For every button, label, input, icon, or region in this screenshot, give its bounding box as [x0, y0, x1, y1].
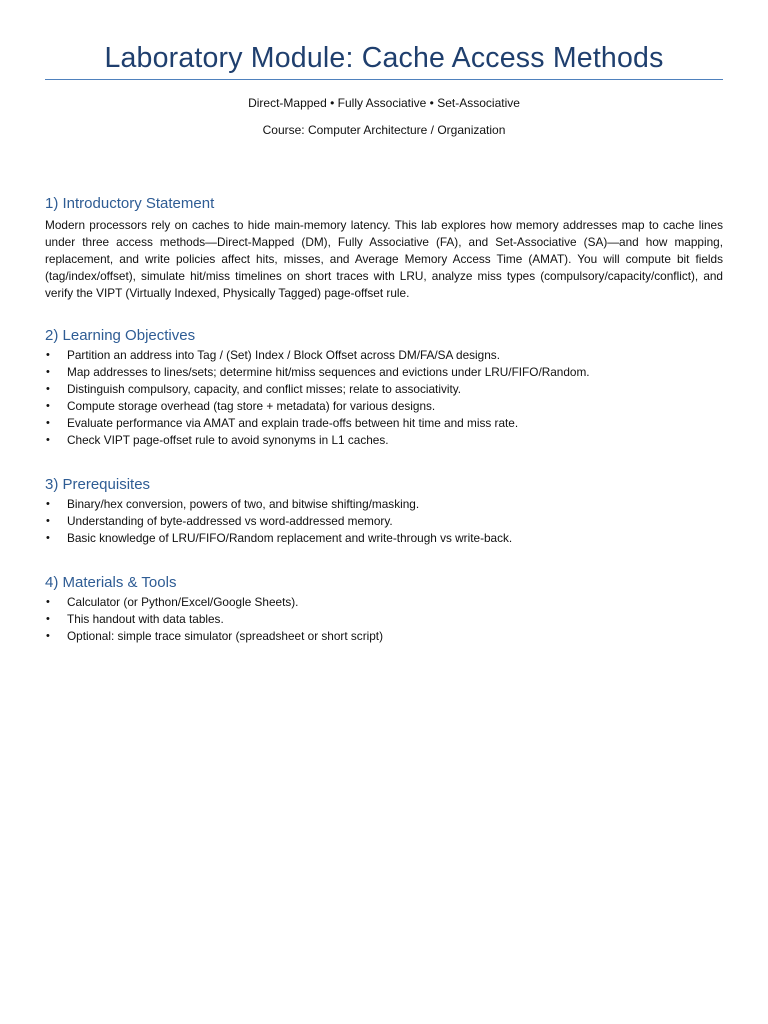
section-materials-tools — [45, 574, 723, 645]
section-heading-prerequisites: 3) Prerequisites — [45, 476, 151, 493]
list-item-text: Check VIPT page-offset rule to avoid synonyms in L1 caches. — [67, 433, 389, 447]
list-item-text: Calculator (or Python/Excel/Google Sheets). — [67, 595, 299, 609]
title-underline-divider — [45, 79, 723, 80]
list-item-text: This handout with data tables. — [67, 612, 224, 626]
document-page — [45, 0, 723, 643]
section-prerequisites — [45, 476, 723, 547]
list-item — [45, 594, 723, 611]
list-item — [45, 347, 723, 364]
list-item — [45, 513, 723, 530]
list-item-text: Map addresses to lines/sets; determine hit/miss sequences and evictions under LRU/FIFO/Random. — [67, 365, 590, 379]
section-heading-intro: 1) Introductory Statement — [45, 195, 215, 212]
objectives-list — [45, 347, 723, 449]
list-item — [45, 364, 723, 381]
bullet-icon: • — [46, 613, 50, 625]
bullet-icon: • — [46, 400, 50, 412]
bullet-icon: • — [46, 349, 50, 361]
section-heading-objectives: 2) Learning Objectives — [45, 327, 196, 344]
bullet-icon: • — [46, 596, 50, 608]
list-item — [45, 628, 723, 645]
list-item-text: Distinguish compulsory, capacity, and conflict misses; relate to associativity. — [67, 382, 462, 396]
list-item-text: Binary/hex conversion, powers of two, and bitwise shifting/masking. — [67, 497, 420, 511]
list-item — [45, 398, 723, 415]
list-item-text: Partition an address into Tag / (Set) Index / Block Offset across DM/FA/SA designs. — [67, 348, 500, 362]
list-item-text: Basic knowledge of LRU/FIFO/Random replacement and write-through vs write-back. — [67, 531, 513, 545]
bullet-icon: • — [46, 515, 50, 527]
section-learning-objectives — [45, 327, 723, 449]
list-item — [45, 432, 723, 449]
materials-list — [45, 594, 723, 645]
list-item — [45, 496, 723, 513]
intro-paragraph: Modern processors rely on caches to hide main-memory latency. This lab explores how memory addresses map to cache lines under three access methods—Direct-Mapped (DM), Fully Associative (FA), and Set-Associative (SA)—and how mapping, replacement, and write policies affect hits, misses, and Average Memory Access Time (AMAT). You will compute bit fields (tag/index/offset), simulate hit/miss timelines on short traces with LRU, analyze miss types (compulsory/capacity/conflict), and verify the VIPT (Virtually Indexed, Physically Tagged) page-offset rule. — [45, 218, 723, 300]
bullet-icon: • — [46, 498, 50, 510]
list-item — [45, 530, 723, 547]
bullet-icon: • — [46, 366, 50, 378]
bullet-icon: • — [46, 532, 50, 544]
section-heading-materials: 4) Materials & Tools — [45, 574, 177, 591]
list-item-text: Optional: simple trace simulator (spreadsheet or short script) — [67, 629, 384, 643]
course-line: Course: Computer Architecture / Organization — [262, 123, 506, 137]
bullet-icon: • — [46, 417, 50, 429]
list-item — [45, 415, 723, 432]
list-item — [45, 611, 723, 628]
list-item-text: Evaluate performance via AMAT and explain trade-offs between hit time and miss rate. — [67, 416, 519, 430]
list-item-text: Understanding of byte-addressed vs word-addressed memory. — [67, 514, 393, 528]
bullet-icon: • — [46, 630, 50, 642]
list-item-text: Compute storage overhead (tag store + metadata) for various designs. — [67, 399, 436, 413]
section-introductory-statement — [45, 195, 723, 302]
prerequisites-list — [45, 496, 723, 547]
document-title: Laboratory Module: Cache Access Methods — [104, 42, 664, 74]
bullet-icon: • — [46, 383, 50, 395]
list-item — [45, 381, 723, 398]
bullet-icon: • — [46, 434, 50, 446]
document-subtitle: Direct-Mapped • Fully Associative • Set-Associative — [248, 96, 520, 110]
